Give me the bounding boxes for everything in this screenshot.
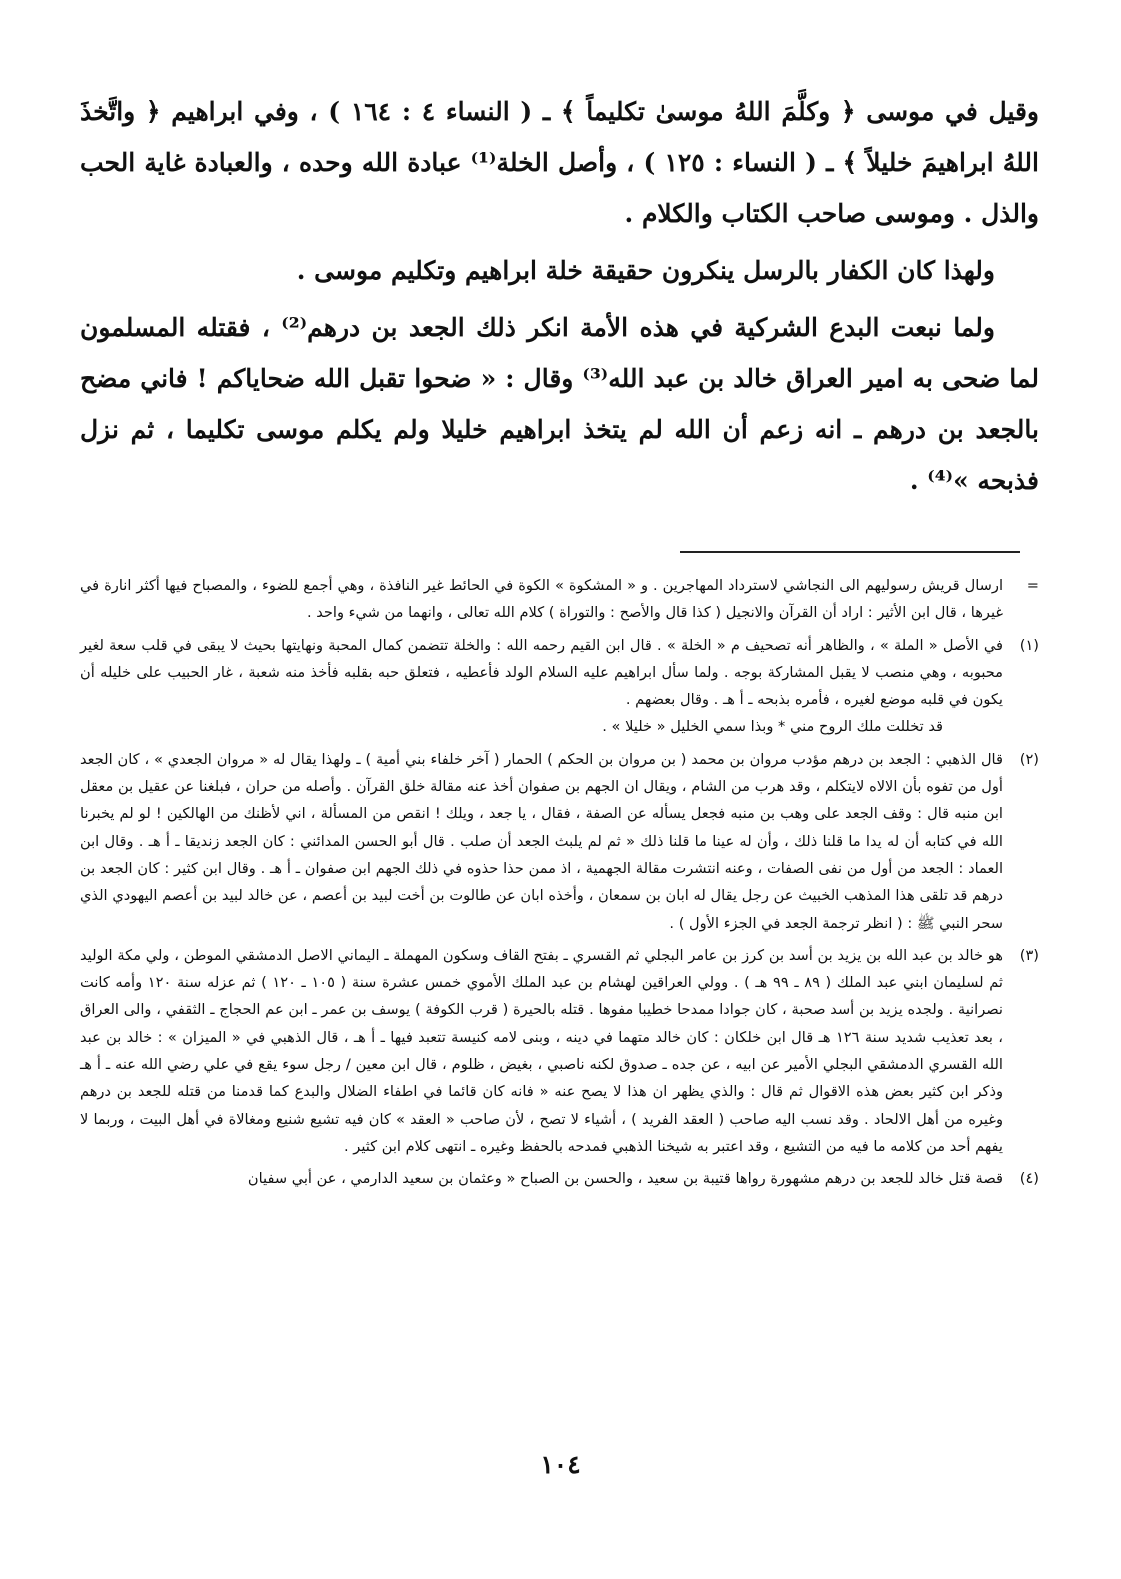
footnote-marker: (٤) — [1019, 1170, 1039, 1188]
page-number: ١٠٤ — [540, 1450, 581, 1479]
footnote-continuation — [80, 572, 1039, 627]
footnote-text: هو خالد بن عبد الله بن يزيد بن أسد بن كرز بن عامر البجلي ثم القسري ـ بفتح القاف وسكون المهملة ـ اليماني الاصل الدمشقي الموطن ، ولي مكة الوليد ثم لسليمان ابني عبد الملك ( ٨٩ ـ ٩٩ هـ ) . وولي العراقين لهشام بن عبد الملك الأموي خمس عشرة سنة ( ١٠٥ ـ ١٢٠ ) ثم عزله سنة ١٢٠ وأمه كانت نصرانية . ولجده يزيد بن أسد صحبة ، كان جوادا ممدحا خطيبا مفوها . قتله بالحيرة ( قرب الكوفة ) يوسف بن عمر ـ ابن عم الحجاج ـ الثقفي ، والى العراق ، بعد تعذيب شديد سنة ١٢٦ هـ قال ابن خلكان : كان خالد متهما في دينه ، وبنى لامه كنيسة تتعبد فيها ـ أ هـ ، قال الذهبي في « الميزان » : خالد بن عبد الله القسري الدمشقي البجلي الأمير عن ابيه ، عن جده ـ صدوق لكنه ناصبي ، بغيض ، ظلوم ، قال ابن معين / رجل سوء يقع في علي رضي الله عنه ـ أ هـ وذكر ابن كثير بعض هذه الاقوال ثم قال : والذي يظهر ان هذا لا يصح عنه « فانه كان قائما في اطفاء الضلال والبدع كما قدمنا من قتله للجعد بن درهم وغيره من أهل الالحاد . وقد نسب اليه صاحب ( العقد الفريد ) ، أشياء لا تصح ، لأن صاحب « العقد » كان فيه تشيع شنيع ومغالاة في أهل البيت ، وربما لا يفهم أحد من كلامه ما فيه من التشيع ، وقد اعتبر به شيخنا الذهبي فمدحه بالحفظ وغيره ـ انتهى كلام ابن كثير . — [80, 946, 1004, 1155]
footnote-marker: (٢) — [1019, 750, 1039, 768]
footnote-text: في الأصل « الملة » ، والظاهر أنه تصحيف م « الخلة » . قال ابن القيم رحمه الله : والخلة تتضمن كمال المحبة ونهايتها بحيث لا يبقى في قلب سعة لغير محبوبه ، وهي منصب لا يقبل المشاركة بوجه . ولما سأل ابراهيم عليه السلام الولد فأعطيه ، فتعلق حبه بقلبه فأخذ منه شعبة ، غار الحبيب على خليله أن يكون في قلبه موضع لغيره ، فأمره بذبحه ـ أ هـ . وقال بعضهم . — [80, 636, 1003, 709]
footnote-4 — [80, 1165, 1039, 1192]
footnote-2 — [80, 746, 1039, 937]
footnote-separator — [680, 551, 1020, 553]
main-paragraph-1: وقيل في موسى ﴿ وكلَّمَ اللهُ موسىٰ تكليماً ﴾ ـ ( النساء ٤ : ١٦٤ ) ، وفي ابراهيم ﴿ واتَّخذَ اللهُ ابراهيمَ خليلاً ﴾ ـ ( النساء : ١٢٥ ) ، وأصل الخلة⁽¹⁾ عبادة الله وحده ، والعبادة غاية الحب والذل . وموسى صاحب الكتاب والكلام . — [80, 97, 1040, 228]
footnote-3 — [80, 942, 1039, 1160]
footnote-marker: = — [1026, 577, 1039, 594]
footnote-1 — [80, 632, 1039, 741]
main-paragraph-3: ولما نبعت البدع الشركية في هذه الأمة انكر ذلك الجعد بن درهم⁽²⁾ ، فقتله المسلمون لما ضحى به امير العراق خالد بن عبد الله⁽³⁾ وقال : « ضحوا تقبل الله ضحاياكم ! فاني مضح بالجعد بن درهم ـ انه زعم أن الله لم يتخذ ابراهيم خليلا ولم يكلم موسى تكليما ، ثم نزل فذبحه »⁽⁴⁾ . — [80, 313, 1039, 495]
footnotes — [80, 572, 1039, 1198]
main-paragraph-2: ولهذا كان الكفار بالرسل ينكرون حقيقة خلة ابراهيم وتكليم موسى . — [296, 256, 995, 285]
footnote-text: قصة قتل خالد للجعد بن درهم مشهورة رواها قتيبة بن سعيد ، والحسن بن الصباح « وعثمان بن سعيد الدارمي ، عن أبي سفيان — [247, 1170, 1003, 1188]
footnote-marker: (١) — [1019, 636, 1039, 654]
footnote-marker: (٣) — [1019, 946, 1039, 964]
footnote-text: قال الذهبي : الجعد بن درهم مؤدب مروان بن محمد ( بن مروان بن الحكم ) الحمار ( آخر خلفاء بني أمية ) ـ ولهذا يقال له « مروان الجعدي » ، كان الجعد أول من تفوه بأن الالاه لايتكلم ، وقد هرب من الشام ، ويقال ان الجهم بن صفوان أخذ عنه مقالة خلق القرآن . وأصله من حران ، فبلغنا عن عقيل بن معقل ابن منبه قال : وقف الجعد على وهب بن منبه فجعل يسأله عن الصفة ، فقال ، يا جعد ، ويلك ! انقص من المسألة ، اني لأظنك من الهالكين ! لو لم يخبرنا الله في كتابه أن له يدا ما قلنا ذلك ، وأن له عينا ما قلنا ذلك « ثم لم يلبث الجعد أن صلب . قال أبو الحسن المدائني : كان الجعد زنديقا ـ أ هـ . وقال ابن العماد : الجعد من أول من نفى الصفات ، وعنه انتشرت مقالة الجهمية ، اذ ممن حذا حذوه في ذلك الجهم ابن صفوان ـ أ هـ . وقال ابن كثير : كان الجعد بن درهم قد تلقى هذا المذهب الخبيث عن رجل يقال له ابان بن سمعان ، وأخذه ابان عن طالوت بن أخت لبيد بن أعصم ، عن خالد لبيد بن أعصم اليهودي الذي سحر النبي ﷺ : ( انظر ترجمة الجعد في الجزء الأول ) . — [80, 750, 1003, 932]
footnote-text: ارسال قريش رسوليهم الى النجاشي لاسترداد المهاجرين . و « المشكوة » الكوة في الحائط غير النافذة ، وهي أجمع للضوء ، والمصباح فيها أكثر انارة في غيرها ، قال ابن الأثير : اراد أن القرآن والانجيل ( كذا قال والأصح : والتوراة ) كلام الله تعالى ، وانهما من شيء واحد . — [80, 577, 1003, 622]
footnote-verse: قد تخللت ملك الروح مني * وبذا سمي الخليل « خليلا » . — [602, 718, 943, 736]
main-text — [80, 86, 1039, 512]
